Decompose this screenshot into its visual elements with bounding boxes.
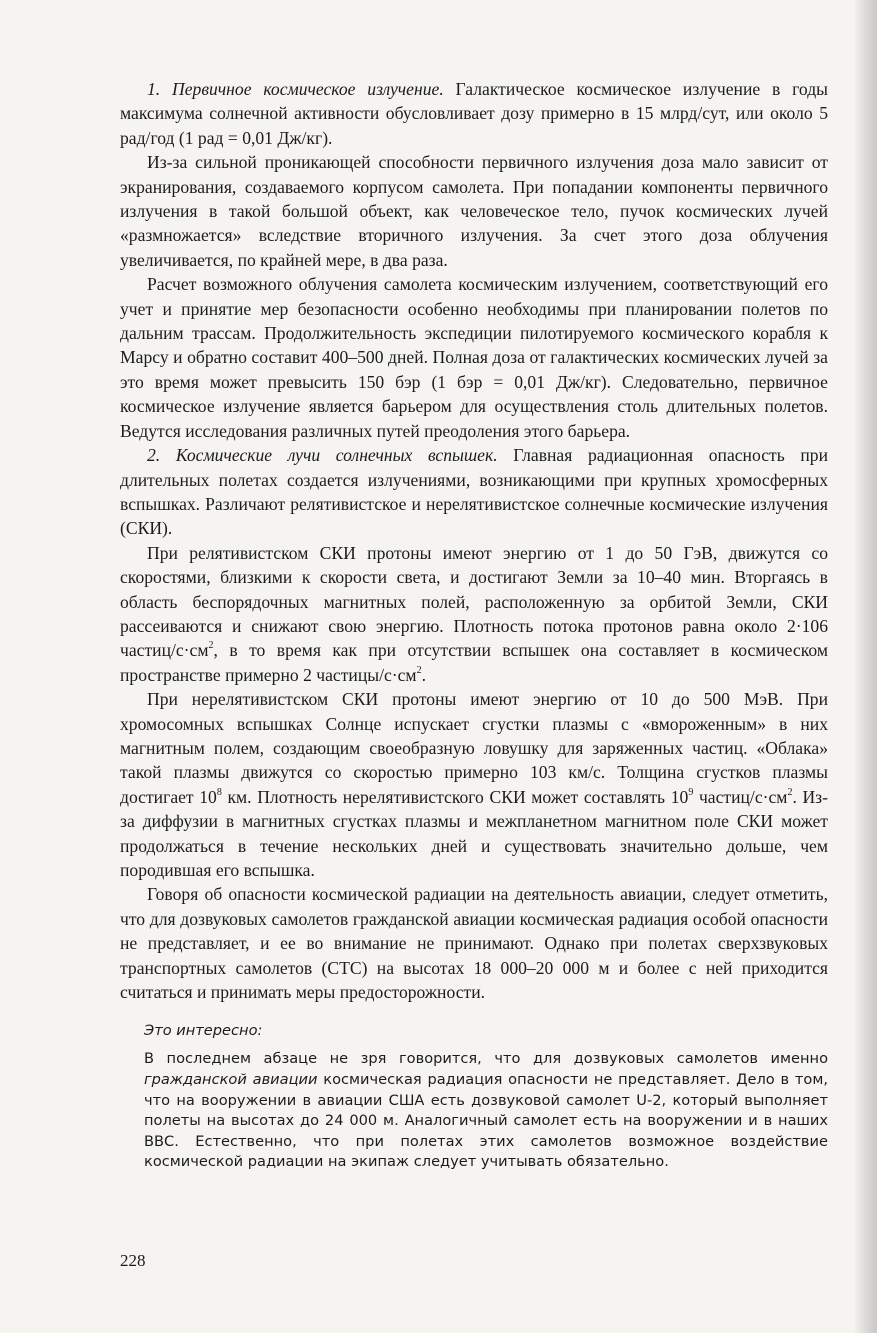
book-spine-shadow: [855, 0, 877, 1333]
book-page: [120, 77, 828, 1173]
page-number: 228: [120, 1251, 146, 1270]
paragraph-mars-expedition: Расчет возможного облучения самолета космическим излучением, соответствующий его учет и принятие мер безопасности особенно необходимы при планировании полетов по дальним трассам. Продолжительность экспедиции пилотируемого космического корабля к Марсу и обратно составит 400–500 дней. Полная доза от галактических космических лучей за это время может превысить 150 бэр (1 бэр = 0,01 Дж/кг). Следовательно, первичное космическое излучение является барьером для осуществления столь длительных полетов. Ведутся исследования различных путей преодоления этого барьера.: [120, 274, 828, 441]
paragraph-nonrelativistic: При нерелятивистском СКИ протоны имеют энергию от 10 до 500 МэВ. При хромосомных вспышках Солнце испускает сгустки плазмы с «вмороженным» в них магнитным полем, создающим своеобразную ловушку для заряженных частиц. «Облака» такой плазмы движутся со скоростью примерно 103 км/с. Толщина сгустков плазмы достигает $10^8$ км. Плотность нерелятивистского СКИ может составлять $10^9$ частиц/$с\cdot см^2$. Из-за диффузии в магнитных сгустках плазмы и межпланетном магнитном поле СКИ может продолжаться в течение нескольких дней и существовать значительно дольше, чем породившая его вспышка.: [120, 689, 828, 880]
main-text: [120, 77, 828, 1004]
paragraph-solar-flares: 2. Космические лучи солнечных вспышек. Главная радиационная опасность при длительных полетах создается излучениями, возникающими при крупных хромосферных вспышках. Различают релятивистское и нерелятивистское солнечные космические излучения (СКИ).: [120, 445, 828, 539]
note-title: Это интересно:: [144, 1022, 263, 1040]
section-lead-solar: 2. Космические лучи солнечных вспышек.: [147, 445, 498, 466]
paragraph-aviation-hazard: Говоря об опасности космической радиации на деятельность авиации, следует отметить, что для дозвуковых самолетов гражданской авиации космическая радиация особой опасности не представляет, и ее во внимание не принимают. Однако при полетах сверхзвуковых транспортных самолетов (СТС) на высотах 18 000–20 000 м и более с ней приходится считаться и принимать меры предосторожности.: [120, 884, 828, 1003]
note-emphasis: гражданской авиации: [144, 1071, 318, 1089]
section-lead-primary: 1. Первичное космическое излучение.: [147, 79, 444, 99]
interesting-note: [144, 1022, 828, 1173]
paragraph-penetration: Из-за сильной проникающей способности первичного излучения доза мало зависит от экранирования, создаваемого корпусом самолета. При попадании компоненты первичного излучения в такой большой объект, как человеческое тело, пучок космических лучей «размножается» вследствие вторичного излучения. За счет этого доза облучения увеличивается, по крайней мере, в два раза.: [120, 152, 828, 270]
paragraph-relativistic: При релятивистском СКИ протоны имеют энергию от 1 до 50 ГэВ, движутся со скоростями, близкими к скорости света, и достигают Земли за 10–40 мин. Вторгаясь в область беспорядочных магнитных полей, расположенную за орбитой Земли, СКИ рассеиваются и снижают свою энергию. Плотность потока протонов равна около 2·106 частиц/$с\cdot см^2$, в то время как при отсутствии вспышек она составляет в космическом пространстве примерно 2 частицы/$с\cdot см^2$.: [120, 542, 828, 685]
paragraph-primary-radiation: 1. Первичное космическое излучение. Галактическое космическое излучение в годы максимума солнечной активности обусловливает дозу примерно в 15 млрд/сут, или около 5 рад/год (1 рад = 0,01 Дж/кг).: [120, 79, 828, 148]
note-text: В последнем абзаце не зря говорится, что для дозвуковых самолетов именно гражданской авиации космическая радиация опасности не представляет. Дело в том, что на вооружении в авиации США есть дозвуковой самолет U-2, который выполняет полеты на высотах до 24 000 м. Аналогичный самолет есть на вооружении и в наших ВВС. Естественно, что при полетах этих самолетов возможное воздействие космической радиации на экипаж следует учитывать обязательно.: [144, 1050, 828, 1171]
